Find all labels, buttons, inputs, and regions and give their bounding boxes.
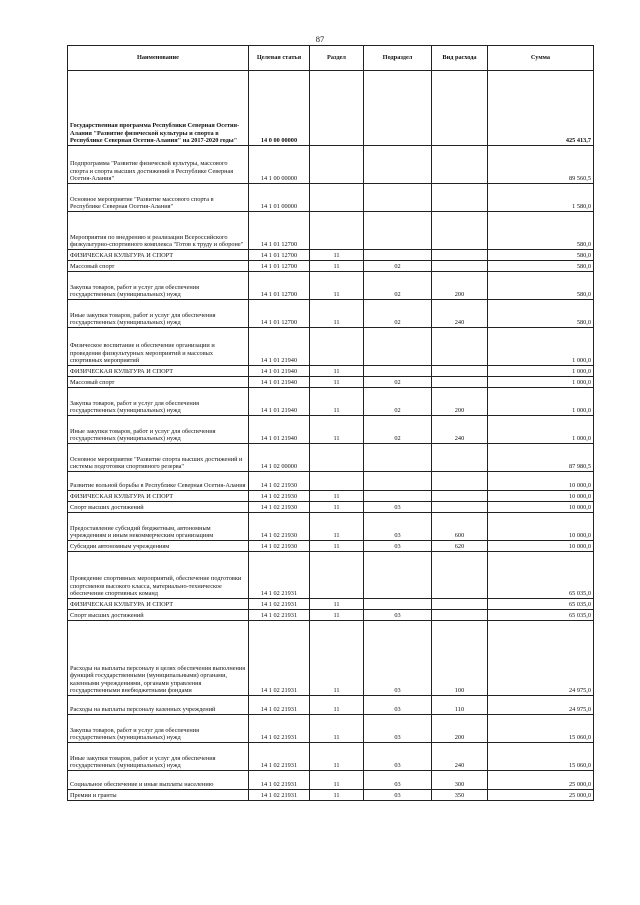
row-section [310, 212, 364, 250]
row-subsection [364, 146, 432, 184]
header-name: Наименование [68, 46, 249, 71]
row-code: 14 1 02 21931 [249, 599, 310, 610]
table-row [68, 416, 594, 444]
table-row [68, 541, 594, 552]
row-name: Спорт высших достижений [68, 502, 249, 513]
row-name: Массовый спорт [68, 377, 249, 388]
row-subsection: 03 [364, 502, 432, 513]
row-expense-type [432, 212, 488, 250]
row-section: 11 [310, 621, 364, 696]
row-name: Иные закупки товаров, работ и услуг для обеспечения государственных (муниципальных) нужд [68, 416, 249, 444]
row-expense-type: 620 [432, 541, 488, 552]
header-subsection: Подраздел [364, 46, 432, 71]
row-amount: 24 975,0 [488, 621, 594, 696]
row-amount: 65 035,0 [488, 599, 594, 610]
row-subsection [364, 552, 432, 599]
row-subsection: 02 [364, 300, 432, 328]
row-subsection [364, 599, 432, 610]
row-section [310, 71, 364, 146]
row-name: Расходы на выплаты персоналу в целях обеспечения выполнения функций государственными (муниципальными) органами, казенными учреждениями, органами управления государственными внебюджетными фондами [68, 621, 249, 696]
row-amount: 1 000,0 [488, 366, 594, 377]
row-code: 14 1 02 21931 [249, 790, 310, 801]
row-section: 11 [310, 491, 364, 502]
header-expense-type: Вид расхода [432, 46, 488, 71]
row-section: 11 [310, 771, 364, 790]
row-name: Субсидии автономным учреждениям [68, 541, 249, 552]
row-expense-type: 240 [432, 416, 488, 444]
row-section: 11 [310, 541, 364, 552]
row-code: 14 1 01 12700 [249, 261, 310, 272]
row-name: Социальное обеспечение и иные выплаты населению [68, 771, 249, 790]
row-subsection [364, 472, 432, 491]
header-code: Целевая статья [249, 46, 310, 71]
row-section: 11 [310, 388, 364, 416]
row-section [310, 444, 364, 472]
row-amount: 65 035,0 [488, 552, 594, 599]
row-subsection: 03 [364, 541, 432, 552]
table-row [68, 300, 594, 328]
row-amount: 25 000,0 [488, 790, 594, 801]
row-name: Закупка товаров, работ и услуг для обеспечения государственных (муниципальных) нужд [68, 715, 249, 743]
table-row [68, 261, 594, 272]
row-subsection: 02 [364, 272, 432, 300]
row-amount: 1 000,0 [488, 388, 594, 416]
table-row [68, 272, 594, 300]
table-row [68, 472, 594, 491]
row-amount: 580,0 [488, 212, 594, 250]
row-amount: 580,0 [488, 272, 594, 300]
row-name: Предоставление субсидий бюджетным, автономным учреждениям и иным некоммерческим организациям [68, 513, 249, 541]
row-amount: 25 000,0 [488, 771, 594, 790]
row-expense-type [432, 71, 488, 146]
row-code: 14 1 02 21931 [249, 696, 310, 715]
row-expense-type [432, 184, 488, 212]
row-expense-type: 240 [432, 300, 488, 328]
row-expense-type [432, 146, 488, 184]
row-amount: 425 413,7 [488, 71, 594, 146]
row-subsection: 02 [364, 388, 432, 416]
row-subsection [364, 71, 432, 146]
row-amount: 87 980,5 [488, 444, 594, 472]
row-expense-type: 350 [432, 790, 488, 801]
table-row [68, 790, 594, 801]
row-name: Закупка товаров, работ и услуг для обеспечения государственных (муниципальных) нужд [68, 388, 249, 416]
table-body [68, 71, 594, 801]
row-section: 11 [310, 743, 364, 771]
row-name: Проведение спортивных мероприятий, обеспечение подготовки спортсменов высокого класса, материально-техническое обеспечение спортивных команд [68, 552, 249, 599]
table-row [68, 621, 594, 696]
row-code: 14 1 00 00000 [249, 146, 310, 184]
row-subsection: 02 [364, 377, 432, 388]
row-code: 14 1 02 21931 [249, 610, 310, 621]
budget-table [67, 45, 594, 801]
row-code: 14 1 01 21940 [249, 377, 310, 388]
row-amount: 10 000,0 [488, 541, 594, 552]
row-section: 11 [310, 261, 364, 272]
table-row [68, 328, 594, 366]
row-code: 14 1 02 21931 [249, 621, 310, 696]
row-section: 11 [310, 377, 364, 388]
row-section: 11 [310, 610, 364, 621]
row-name: Спорт высших достижений [68, 610, 249, 621]
row-name: Иные закупки товаров, работ и услуг для обеспечения государственных (муниципальных) нужд [68, 300, 249, 328]
row-code: 14 1 01 12700 [249, 272, 310, 300]
row-subsection: 03 [364, 743, 432, 771]
row-expense-type: 600 [432, 513, 488, 541]
row-code: 14 1 01 12700 [249, 250, 310, 261]
table-row [68, 715, 594, 743]
row-section: 11 [310, 366, 364, 377]
row-amount: 89 560,5 [488, 146, 594, 184]
row-code: 14 1 01 21940 [249, 366, 310, 377]
table-row [68, 388, 594, 416]
row-code: 14 1 02 21930 [249, 541, 310, 552]
row-name: Иные закупки товаров, работ и услуг для обеспечения государственных (муниципальных) нужд [68, 743, 249, 771]
row-expense-type [432, 491, 488, 502]
table-row [68, 513, 594, 541]
row-expense-type: 200 [432, 715, 488, 743]
row-section: 11 [310, 502, 364, 513]
row-amount: 1 000,0 [488, 416, 594, 444]
row-code: 14 1 02 21931 [249, 743, 310, 771]
row-amount: 580,0 [488, 261, 594, 272]
row-section [310, 552, 364, 599]
table-row [68, 444, 594, 472]
row-expense-type: 110 [432, 696, 488, 715]
row-code: 14 1 01 21940 [249, 416, 310, 444]
row-expense-type: 100 [432, 621, 488, 696]
row-amount: 1 000,0 [488, 377, 594, 388]
row-code: 14 1 02 21930 [249, 472, 310, 491]
table-row [68, 212, 594, 250]
row-subsection [364, 328, 432, 366]
row-section [310, 472, 364, 491]
row-name: ФИЗИЧЕСКАЯ КУЛЬТУРА И СПОРТ [68, 599, 249, 610]
table-row [68, 250, 594, 261]
row-section: 11 [310, 250, 364, 261]
row-amount: 65 035,0 [488, 610, 594, 621]
row-name: Расходы на выплаты персоналу казенных учреждений [68, 696, 249, 715]
row-subsection: 02 [364, 416, 432, 444]
row-name: Основное мероприятие "Развитие массового спорта в Республике Северная Осетия-Алания" [68, 184, 249, 212]
row-code: 14 1 02 21930 [249, 502, 310, 513]
row-expense-type [432, 250, 488, 261]
row-name: Развитие вольной борьбы в Республике Северная Осетия-Алания [68, 472, 249, 491]
row-section [310, 184, 364, 212]
header-amount: Сумма [488, 46, 594, 71]
row-section: 11 [310, 513, 364, 541]
row-name: Государственная программа Республики Северная Осетия-Алания "Развитие физической культуры и спорта в Республике Северная Осетия-Алания" на 2017-2020 годы" [68, 71, 249, 146]
row-expense-type: 300 [432, 771, 488, 790]
row-name: Премии и гранты [68, 790, 249, 801]
row-code: 14 1 01 12700 [249, 212, 310, 250]
row-subsection: 03 [364, 621, 432, 696]
row-name: Закупка товаров, работ и услуг для обеспечения государственных (муниципальных) нужд [68, 272, 249, 300]
row-amount: 15 060,0 [488, 743, 594, 771]
page-number: 87 [315, 34, 325, 44]
row-section: 11 [310, 715, 364, 743]
row-name: Физическое воспитание и обеспечение организации и проведения физкультурных мероприятий и массовых спортивных мероприятий [68, 328, 249, 366]
row-subsection [364, 184, 432, 212]
row-name: Мероприятия по внедрению и реализации Всероссийского физкультурно-спортивного комплекса "Готов к труду и обороне" [68, 212, 249, 250]
row-subsection: 03 [364, 610, 432, 621]
row-amount: 580,0 [488, 300, 594, 328]
row-code: 14 1 02 00000 [249, 444, 310, 472]
row-subsection [364, 250, 432, 261]
row-subsection: 03 [364, 513, 432, 541]
row-subsection: 03 [364, 771, 432, 790]
table-row [68, 491, 594, 502]
row-subsection: 02 [364, 261, 432, 272]
row-subsection [364, 212, 432, 250]
row-section: 11 [310, 696, 364, 715]
table-row [68, 184, 594, 212]
row-subsection [364, 491, 432, 502]
row-expense-type [432, 552, 488, 599]
row-expense-type [432, 444, 488, 472]
row-name: ФИЗИЧЕСКАЯ КУЛЬТУРА И СПОРТ [68, 491, 249, 502]
table-header-row [68, 46, 594, 71]
row-subsection: 03 [364, 790, 432, 801]
row-expense-type [432, 261, 488, 272]
table-row [68, 366, 594, 377]
row-amount: 1 580,0 [488, 184, 594, 212]
row-amount: 1 000,0 [488, 328, 594, 366]
row-expense-type [432, 328, 488, 366]
row-name: ФИЗИЧЕСКАЯ КУЛЬТУРА И СПОРТ [68, 366, 249, 377]
row-expense-type: 240 [432, 743, 488, 771]
row-expense-type: 200 [432, 388, 488, 416]
row-section: 11 [310, 790, 364, 801]
row-subsection [364, 366, 432, 377]
table-row [68, 743, 594, 771]
row-code: 14 1 01 12700 [249, 300, 310, 328]
row-subsection [364, 444, 432, 472]
row-subsection: 03 [364, 696, 432, 715]
row-code: 14 1 02 21931 [249, 552, 310, 599]
row-amount: 15 060,0 [488, 715, 594, 743]
row-expense-type [432, 377, 488, 388]
row-code: 14 0 00 00000 [249, 71, 310, 146]
row-section: 11 [310, 599, 364, 610]
row-expense-type [432, 472, 488, 491]
row-code: 14 1 02 21930 [249, 491, 310, 502]
row-section: 11 [310, 272, 364, 300]
row-code: 14 1 02 21930 [249, 513, 310, 541]
row-amount: 10 000,0 [488, 472, 594, 491]
table-row [68, 552, 594, 599]
row-name: ФИЗИЧЕСКАЯ КУЛЬТУРА И СПОРТ [68, 250, 249, 261]
table-row [68, 599, 594, 610]
row-amount: 24 975,0 [488, 696, 594, 715]
table-row [68, 610, 594, 621]
table-row [68, 502, 594, 513]
row-code: 14 1 02 21931 [249, 771, 310, 790]
header-section: Раздел [310, 46, 364, 71]
table-row [68, 696, 594, 715]
row-section: 11 [310, 300, 364, 328]
row-expense-type [432, 610, 488, 621]
row-name: Массовый спорт [68, 261, 249, 272]
row-section [310, 146, 364, 184]
row-section [310, 328, 364, 366]
table-row [68, 771, 594, 790]
row-expense-type [432, 502, 488, 513]
row-expense-type [432, 599, 488, 610]
row-name: Основное мероприятие "Развитие спорта высших достижений и системы подготовки спортивного резерва" [68, 444, 249, 472]
table-row [68, 71, 594, 146]
row-code: 14 1 01 00000 [249, 184, 310, 212]
row-subsection: 03 [364, 715, 432, 743]
row-amount: 580,0 [488, 250, 594, 261]
row-amount: 10 000,0 [488, 491, 594, 502]
row-section: 11 [310, 416, 364, 444]
row-code: 14 1 02 21931 [249, 715, 310, 743]
row-code: 14 1 01 21940 [249, 328, 310, 366]
row-expense-type [432, 366, 488, 377]
row-name: Подпрограмма "Развитие физической культуры, массового спорта и спорта высших достижений в Республике Северная Осетия-Алания" [68, 146, 249, 184]
row-expense-type: 200 [432, 272, 488, 300]
table-row [68, 146, 594, 184]
table-row [68, 377, 594, 388]
row-amount: 10 000,0 [488, 502, 594, 513]
row-code: 14 1 01 21940 [249, 388, 310, 416]
row-amount: 10 000,0 [488, 513, 594, 541]
